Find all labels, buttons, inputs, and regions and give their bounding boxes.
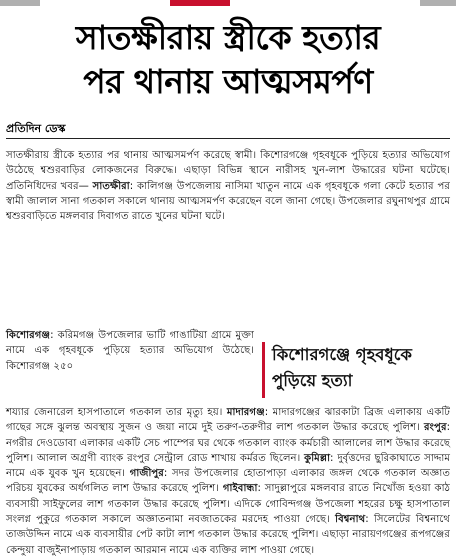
headline-line-2: পর থানায় আত্মসমর্পণ [83,62,373,101]
place-label-kishoreganj: কিশোরগঞ্জ [6,330,51,341]
place-label: রংপুর [424,422,447,434]
top-bar-gray-segment-right [420,0,456,6]
top-bar-gray-segment [0,0,40,6]
place-label: বিশ্বনাথ [335,514,366,526]
place-label: কুমিল্লা [304,452,331,464]
headline [0,16,456,104]
top-color-bar [0,0,456,6]
top-bar-red-segment [170,0,230,6]
place-label-satkhira: সাতক্ষীরা [92,180,130,192]
satkhira-text: : কালিগঞ্জ উপজেলায় নাসিমা খাতুন নামে এক গৃহবধূকে গলা কেটে হত্যার পর স্বামী জালাল সানা গতকাল সকালে থানায় আত্মসমর্পণ করেছেন বলে জানা গেছে। উপজেলার রঘুনাথপুর গ্রামে শ্বশুরবাড়িতে মঙ্গলবার দিবাগত রাতে খুনের ঘটনা ঘটে। [6,180,450,223]
report-text: : সিলেটের বিশ্বনাথে তাজউদ্দিন নামে এক ব্যবসায়ীর পেট কাটা লাশ গতকাল উদ্ধার করেছে পুলিশ। এছাড়া নারায়ণগঞ্জের রূপগঞ্জের কেন্দুয়া বাজুইনাপাড়ায় গতকাল আরমান নামে এক ব্যক্তির লাশ পাওয়া গেছে। [6,514,450,556]
pull-quote [262,340,448,400]
pull-quote-bar [262,342,265,398]
article-rest [6,405,450,558]
report-text: : মাদারগঞ্জের ঝারকাটা ব্রিজ এলাকায় একটি গাছের সঙ্গে ঝুলন্ত অবস্থায় সুজন ও জয়া নামে দুই তরুণ-তরুণীর লাশ গতকাল উদ্ধার করেছে পুলিশ। [6,407,450,434]
report-text: : দুর্বৃত্তদের ছুরিকাঘাতে সাদ্দাম নামে এক যুবক খুন হয়েছেন। [6,452,450,480]
place-label: গাজীপুর [129,468,164,480]
intro-paragraph [6,148,450,224]
pull-quote-text: কিশোরগঞ্জে গৃহবধূকে পুড়িয়ে হত্যা [272,345,412,390]
place-label: গাইবান্ধা [222,483,258,495]
byline-rule [6,138,450,139]
intro-text: সাতক্ষীরায় স্ত্রীকে হত্যার পর থানায় আত্মসমর্পণ করেছে স্বামী। কিশোরগঞ্জে গৃহবধূকে পুড়িয়ে হত্যার অভিযোগ উঠেছে শ্বশুরবাড়ির লোকজনের বিরুদ্ধে। এছাড়া বিভিন্ন স্থানে নারীসহ খুন-লাশ উদ্ধারের ঘটনা ঘটেছে। প্রতিনিধিদের খবর— [6,150,450,192]
byline: প্রতিদিন ডেস্ক [6,122,66,135]
report-text: : নগরীর দেওডোবা এলাকার একটি সেচ পাম্পের ঘর থেকে গতকাল ব্যাংক কর্মচারী আলালের লাশ উদ্ধার করেছে পুলিশ। আলাল অগ্রণী ব্যাংক রংপুর সেন্ট্রাল রোড শাখায় কর্মরত ছিলেন। [6,422,450,464]
article-intro [6,148,450,224]
report-text: : সাদুল্লাপুরে মঙ্গলবার রাতে নিখোঁজ হওয়া কাঠ ব্যবসায়ী সাইফুলের লাশ গতকাল উদ্ধার করেছে পুলিশ। এদিকে গোবিন্দগঞ্জ উপজেলা শহরের চক্ষু হাসপাতাল সংলগ্ন পুকুরে গতকাল সকালে অজ্ঞাতনামা নবজাতকের মরদেহ পাওয়া গেছে। [6,483,451,526]
kishoreganj-paragraph [6,328,254,374]
headline-line-1: সাতক্ষীরায় স্ত্রীকে হত্যার [75,18,381,57]
rest-paragraph [6,405,450,558]
kishoreganj-text: : করিমগঞ্জ উপজেলার ভাটি গাঙাটিয়া গ্রামে মুক্তা নামে এক গৃহবধূকে পুড়িয়ে হত্যার অভিযোগ উঠেছে। কিশোরগঞ্জ ২৫০ [6,330,254,372]
report-text: : সদর উপজেলার হোতাপাড়া এলাকার জঙ্গল থেকে গতকাল অজ্ঞাত পরিচয় যুবকের অর্ধগলিত লাশ উদ্ধার করেছে পুলিশ। [6,468,450,495]
place-label: মাদারগঞ্জ [226,407,265,418]
kishoreganj-column [6,328,254,374]
report-text: শয্যার জেনারেল হাসপাতালে গতকাল তার মৃত্যু হয়। [6,407,227,418]
